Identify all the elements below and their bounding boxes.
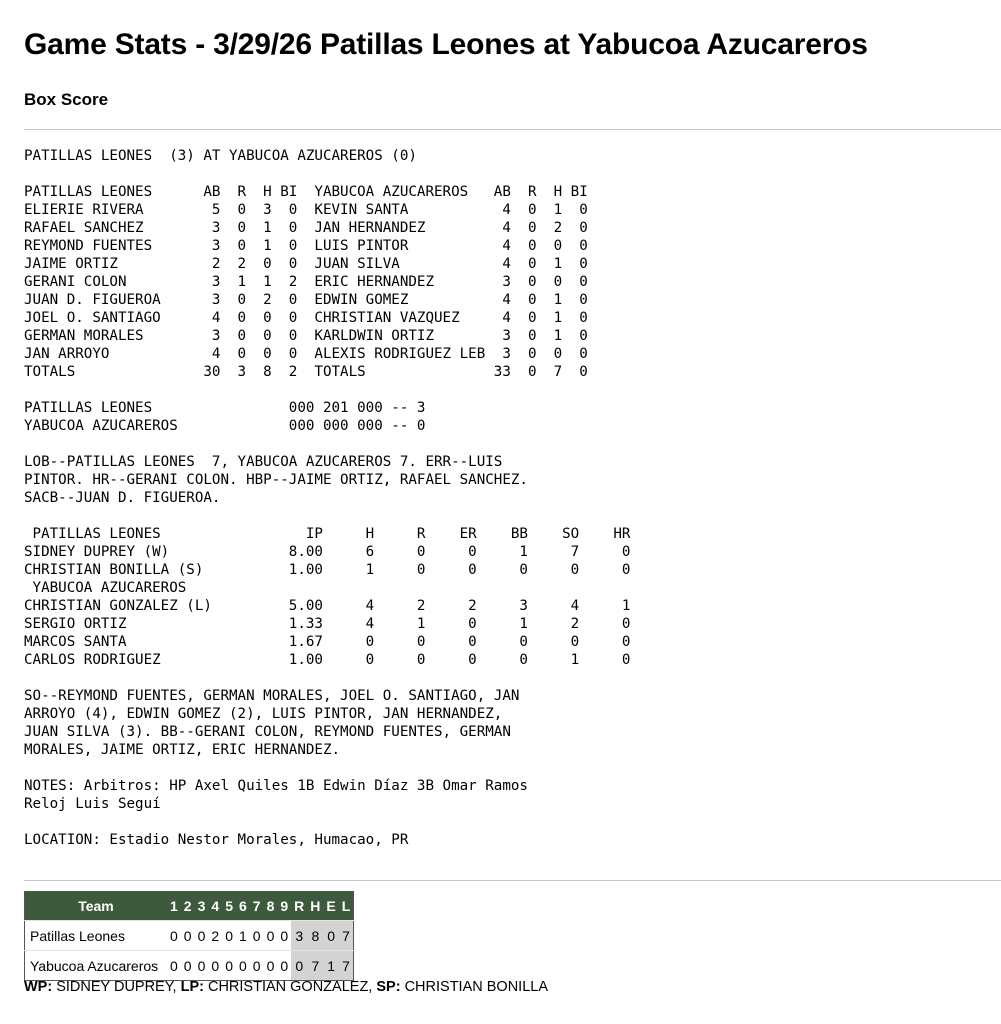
table-row: [25, 921, 354, 951]
box-score-text: PATILLAS LEONES (3) AT YABUCOA AZUCAREROS (0) PATILLAS LEONES AB R H BI YABUCOA AZUCAREROS AB R H BI ELIERIE RIVERA 5 0 3 0 KEVIN SANTA 4 0 1 0 RAFAEL SANCHEZ 3 0 1 0 JAN HERNANDEZ 4 0 2 0 REYMOND FUENTES 3 0 1 0 LUIS PINTOR 4 0 0 0 JAIME ORTIZ 2 2 0 0 JUAN SILVA 4 0 1 0 GERANI COLON 3 1 1 2 ERIC HERNANDEZ 3 0 0 0 JUAN D. FIGUEROA 3 0 2 0 EDWIN GOMEZ 4 0 1 0 JOEL O. SANTIAGO 4 0 0 0 CHRISTIAN VAZQUEZ 4 0 1 0 GERMAN MORALES 3 0 0 0 KARLDWIN ORTIZ 3 0 1 0 JAN ARROYO 4 0 0 0 ALEXIS RODRIGUEZ LEB 3 0 0 0 TOTALS 30 3 8 2 TOTALS 33 0 7 0 PATILLAS LEONES 000 201 000 -- 3 YABUCOA AZUCAREROS 000 000 000 -- 0 LOB--PATILLAS LEONES 7, YABUCOA AZUCAREROS 7. ERR--LUIS PINTOR. HR--GERANI COLON. HBP--JAIME ORTIZ, RAFAEL SANCHEZ. SACB--JUAN D. FIGUEROA. PATILLAS LEONES IP H R ER BB SO HR SIDNEY DUPREY (W) 8.00 6 0 0 1 7 0 CHRISTIAN BONILLA (S) 1.00 1 0 0 0 0 0 YABUCOA AZUCAREROS CHRISTIAN GONZALEZ (L) 5.00 4 2 2 3 4 1 SERGIO ORTIZ 1.33 4 1 0 1 2 0 MARCOS SANTA 1.67 0 0 0 0 0 0 CARLOS RODRIGUEZ 1.00 0 0 0 0 1 0 SO--REYMOND FUENTES, GERMAN MORALES, JOEL O. SANTIAGO, JAN ARROYO (4), EDWIN GOMEZ (2), LUIS PINTOR, JAN HERNANDEZ, JUAN SILVA (3). BB--GERANI COLON, REYMOND FUENTES, GERMAN MORALES, JAIME ORTIZ, ERIC HERNANDEZ. NOTES: Arbitros: HP Axel Quiles 1B Edwin Díaz 3B Omar Ramos Reloj Luis Seguí LOCATION: Estadio Nestor Morales, Humacao, PR: [24, 148, 631, 848]
runs-total: 3: [291, 921, 307, 951]
bottom-divider: [24, 880, 1001, 881]
inning-score: 0: [167, 951, 181, 981]
linescore-table: [24, 891, 354, 981]
header-inning-7: 7: [250, 892, 264, 921]
header-inning-5: 5: [222, 892, 236, 921]
inning-score: 0: [250, 921, 264, 951]
header-inning-3: 3: [195, 892, 209, 921]
header-errors: E: [323, 892, 338, 921]
inning-score: 0: [277, 951, 291, 981]
header-inning-6: 6: [236, 892, 250, 921]
header-lob: L: [339, 892, 354, 921]
header-runs: R: [291, 892, 307, 921]
sp-label: SP:: [376, 979, 401, 995]
inning-score: 0: [222, 951, 236, 981]
lp-value: CHRISTIAN GONZALEZ,: [203, 979, 377, 995]
inning-score: 0: [181, 921, 195, 951]
inning-score: 2: [208, 921, 222, 951]
inning-score: 0: [222, 921, 236, 951]
inning-score: 0: [195, 921, 209, 951]
wp-label: WP:: [24, 979, 53, 995]
inning-score: 0: [208, 951, 222, 981]
hits-total: 7: [307, 951, 323, 981]
inning-score: 0: [264, 951, 278, 981]
lob-total: 7: [339, 951, 354, 981]
section-title: Box Score: [24, 90, 109, 109]
team-name: Yabucoa Azucareros: [25, 951, 168, 981]
inning-score: 0: [264, 921, 278, 951]
header-hits: H: [307, 892, 323, 921]
runs-total: 0: [291, 951, 307, 981]
header-inning-9: 9: [277, 892, 291, 921]
wp-value: SIDNEY DUPREY,: [52, 979, 181, 995]
linescore-header-row: [25, 892, 354, 921]
header-inning-1: 1: [167, 892, 181, 921]
header-inning-2: 2: [181, 892, 195, 921]
hits-total: 8: [307, 921, 323, 951]
errors-total: 0: [323, 921, 338, 951]
pitching-decisions: [24, 979, 548, 995]
sp-value: CHRISTIAN BONILLA: [400, 979, 548, 995]
lp-label: LP:: [180, 979, 204, 995]
inning-score: 0: [277, 921, 291, 951]
errors-total: 1: [323, 951, 338, 981]
top-divider: [24, 129, 1001, 130]
inning-score: 1: [236, 921, 250, 951]
table-row: [25, 951, 354, 981]
inning-score: 0: [250, 951, 264, 981]
header-inning-8: 8: [264, 892, 278, 921]
lob-total: 7: [339, 921, 354, 951]
header-inning-4: 4: [208, 892, 222, 921]
inning-score: 0: [167, 921, 181, 951]
header-team: Team: [25, 892, 168, 921]
inning-score: 0: [236, 951, 250, 981]
team-name: Patillas Leones: [25, 921, 168, 951]
page-title: Game Stats - 3/29/26 Patillas Leones at Yabucoa Azucareros: [24, 28, 868, 61]
inning-score: 0: [181, 951, 195, 981]
inning-score: 0: [195, 951, 209, 981]
